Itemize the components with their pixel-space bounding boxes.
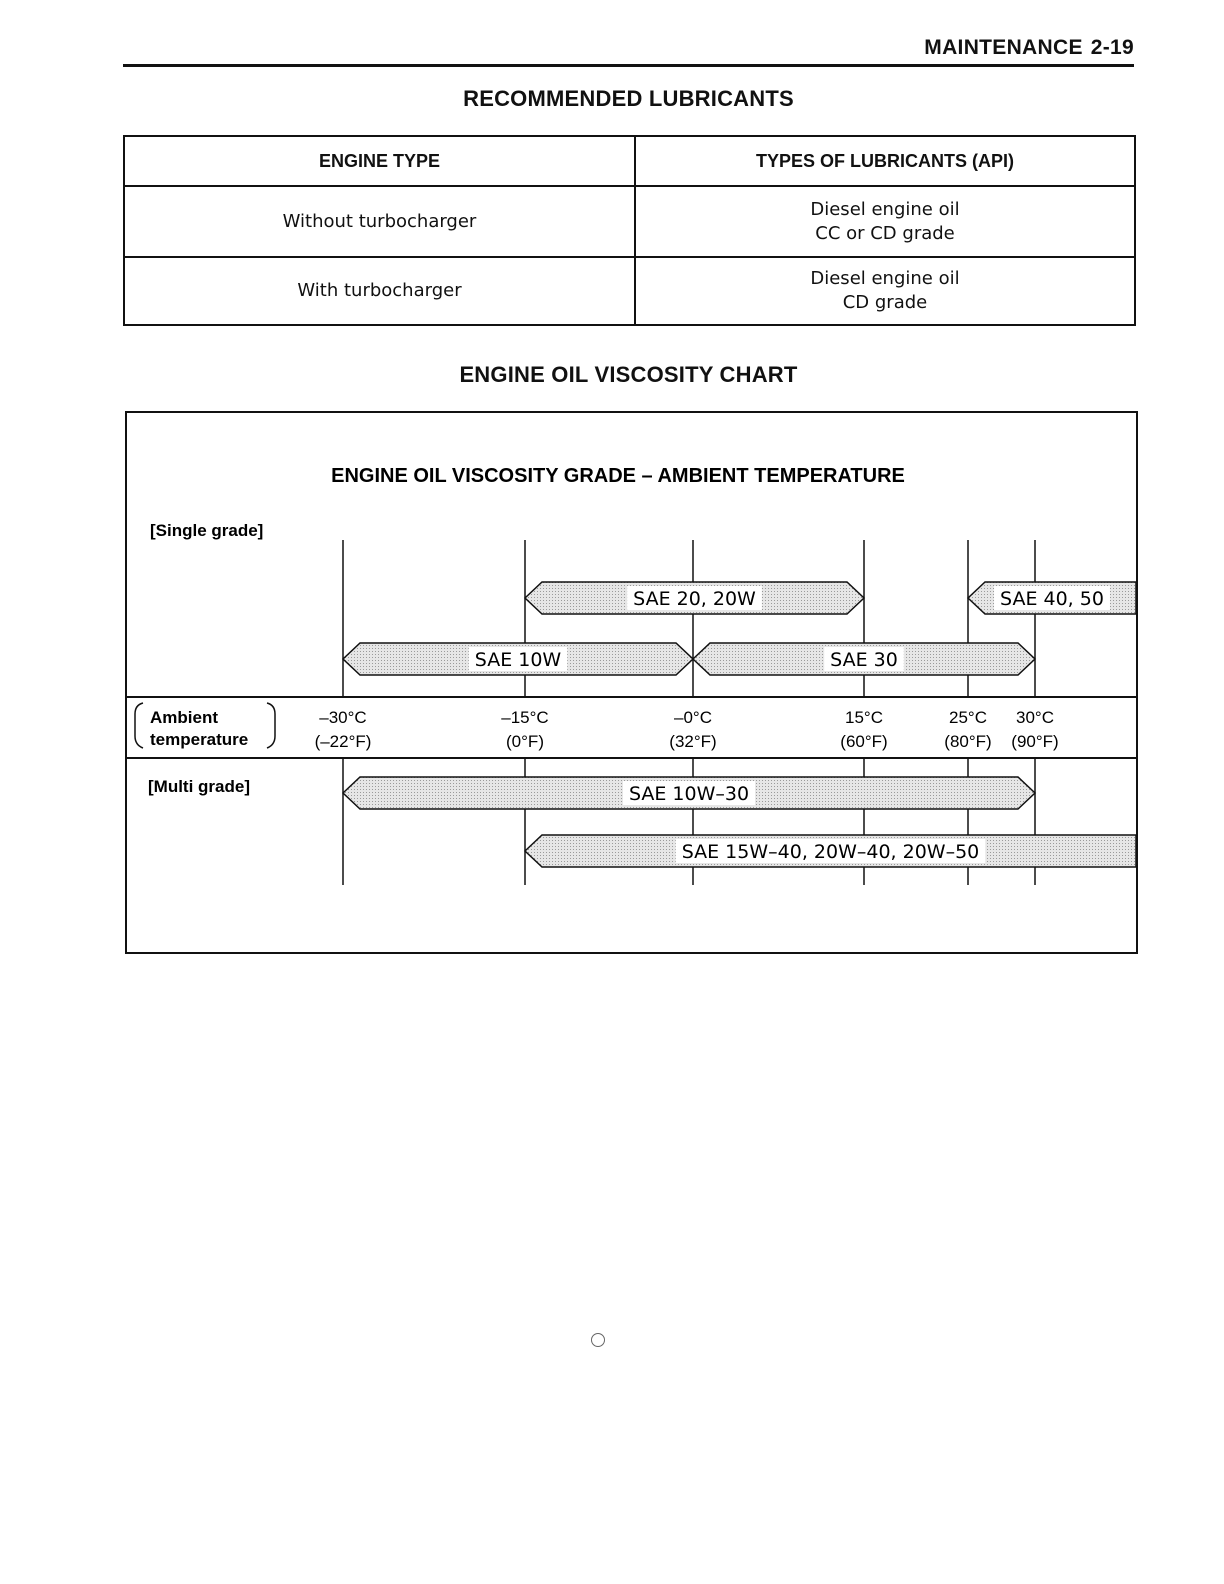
tick-label-celsius: 30°C <box>1016 708 1054 727</box>
tick-label-fahrenheit: (0°F) <box>506 732 544 751</box>
lubricant-grade: CC or CD grade <box>815 222 955 244</box>
grade-bar-label: SAE 15W–40, 20W–40, 20W–50 <box>681 841 980 863</box>
column-header-engine-type: ENGINE TYPE <box>124 136 635 186</box>
tick-label-fahrenheit: (–22°F) <box>314 732 372 751</box>
lubricant-line: Diesel engine oil <box>810 198 960 220</box>
axis-label-line1: Ambient <box>150 708 218 727</box>
grade-bar-label: SAE 30 <box>830 649 898 671</box>
tick-labels <box>315 708 1059 751</box>
tick-label-fahrenheit: (32°F) <box>669 732 717 751</box>
single-grade-label: [Single grade] <box>150 521 264 540</box>
axis-label-line2: temperature <box>150 730 249 749</box>
chart-frame <box>126 412 1137 953</box>
page-number: 2-19 <box>1090 36 1134 59</box>
lubricant-grade: CD grade <box>842 292 928 313</box>
chart-title: ENGINE OIL VISCOSITY GRADE – AMBIENT TEMPERATURE <box>331 465 905 487</box>
multi-grade-label: [Multi grade] <box>148 777 250 796</box>
engine-type-cell: With turbocharger <box>124 257 635 325</box>
right-brace <box>267 703 275 748</box>
left-brace <box>135 703 143 748</box>
grade-bar-label: SAE 10W–30 <box>628 783 750 805</box>
tick-label-celsius: 25°C <box>949 708 987 727</box>
grade-bar-label: SAE 20, 20W <box>633 588 756 610</box>
page-footer-mark <box>591 1333 605 1347</box>
lubricant-line: Diesel engine oil <box>810 268 960 289</box>
column-header-lubricant-type: TYPES OF LUBRICANTS (API) <box>635 136 1135 186</box>
tick-label-fahrenheit: (90°F) <box>1011 732 1059 751</box>
tick-label-celsius: 15°C <box>845 708 883 727</box>
grade-bar-label: SAE 10W <box>474 649 562 671</box>
grade-bar-label: SAE 40, 50 <box>1000 588 1104 610</box>
tick-label-celsius: –15°C <box>501 708 549 727</box>
lubricants-title: RECOMMENDED LUBRICANTS <box>463 86 794 111</box>
tick-label-fahrenheit: (80°F) <box>944 732 992 751</box>
tick-label-fahrenheit: (60°F) <box>840 732 888 751</box>
tick-label-celsius: –30°C <box>319 708 367 727</box>
section-name: MAINTENANCE <box>924 36 1083 59</box>
engine-type-cell: Without turbocharger <box>124 186 635 257</box>
viscosity-chart-title: ENGINE OIL VISCOSITY CHART <box>459 362 798 387</box>
tick-label-celsius: –0°C <box>674 708 712 727</box>
